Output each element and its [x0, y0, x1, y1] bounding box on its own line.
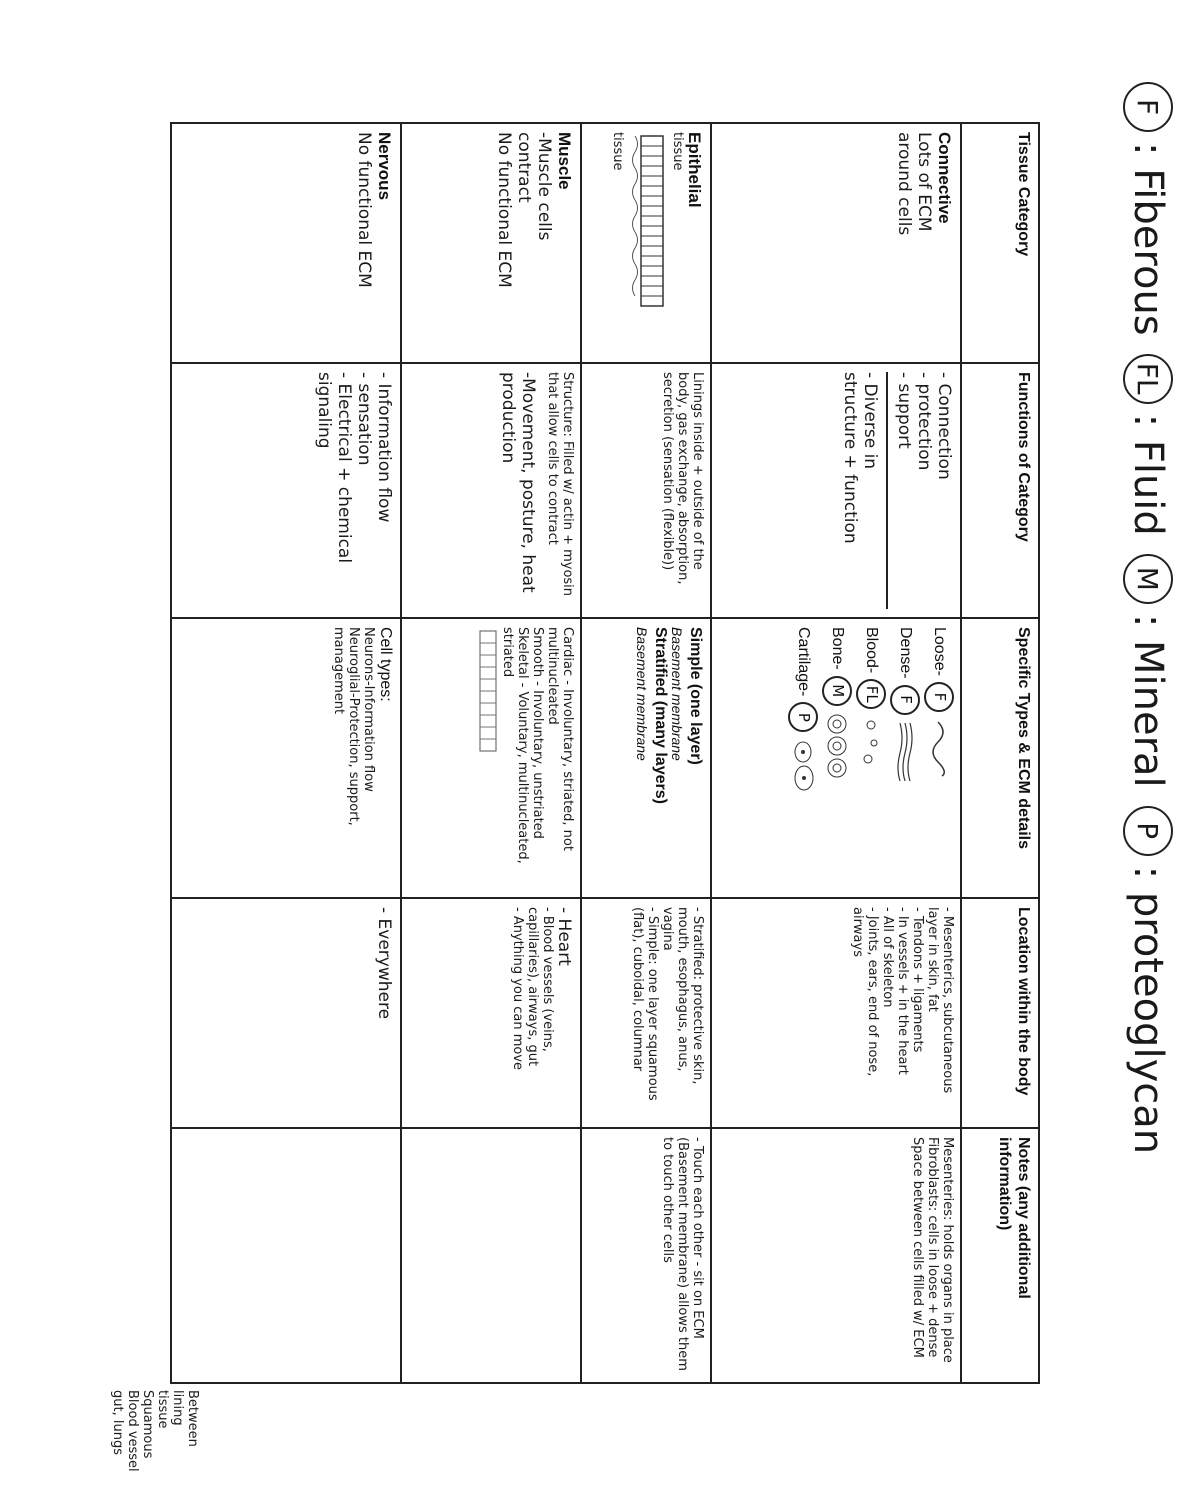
function-item: - Diverse in — [859, 372, 880, 470]
category-note: No functional ECM — [353, 132, 374, 288]
cell-functions-epithelial — [581, 363, 711, 618]
category-note: tissue — [609, 132, 625, 171]
cell-notes-epithelial — [581, 1128, 711, 1383]
function-item: - protection — [913, 372, 934, 471]
cartilage-sketch — [790, 738, 816, 808]
function-item: - Information flow — [374, 372, 394, 523]
legend-badge-m: M — [1123, 554, 1173, 604]
cell-notes-muscle — [401, 1128, 581, 1383]
type-label: Cartilage- — [795, 627, 813, 697]
cell-category-nervous — [171, 123, 401, 363]
location-item: - In vessels + in the heart — [895, 907, 911, 1075]
cell-functions-connective — [711, 363, 961, 618]
margin-notes — [10, 1390, 200, 1495]
cell-types-muscle — [401, 618, 581, 898]
type-sublabel: Basement membrane — [633, 627, 650, 761]
legend-text-fluid: : Fluid — [1125, 413, 1171, 536]
header-location: Location within the body — [961, 898, 1039, 1128]
function-item: - Electrical + chemical signaling — [313, 372, 354, 564]
table-header-row — [961, 123, 1039, 1383]
cell-category-epithelial — [581, 123, 711, 363]
margin-note: Blood vessel — [125, 1390, 140, 1472]
type-dense — [890, 627, 920, 889]
cell-notes-nervous — [171, 1128, 401, 1383]
legend-item-proteoglycan — [1123, 806, 1173, 1154]
function-item: - Connection — [934, 372, 954, 480]
loose-fiber-sketch — [928, 718, 950, 778]
header-notes: Notes (any additional information) — [961, 1128, 1039, 1383]
type-label: Loose- — [931, 627, 949, 676]
ecm-badge: FL — [856, 679, 886, 709]
type-sublabel: Basement membrane — [669, 627, 686, 761]
type-cartilage — [788, 627, 818, 889]
function-item: - support — [893, 372, 914, 449]
type-label: Neuroglial-Protection, support, management — [331, 627, 362, 826]
margin-note: Between — [185, 1390, 200, 1447]
cell-location-epithelial — [581, 898, 711, 1128]
location-item: - Heart — [554, 907, 574, 966]
category-name: Epithelial — [685, 132, 704, 208]
legend-badge-p: P — [1123, 806, 1173, 856]
note-item: Space between cells filled w/ ECM — [910, 1137, 926, 1358]
margin-note: lining — [170, 1390, 185, 1426]
type-label: Neurons-Information flow — [361, 627, 377, 792]
category-note: -Muscle cells — [533, 132, 554, 241]
margin-note: gut, lungs — [110, 1390, 125, 1455]
legend-text-mineral: : Mineral — [1125, 613, 1171, 788]
table-row-nervous — [171, 123, 401, 1383]
ecm-badge: M — [822, 676, 852, 706]
epithelial-layer-sketch — [629, 132, 669, 332]
function-item: Linings inside + outside of the body, gas exchange, absorption, secretion (sensation (flexible)) — [660, 372, 705, 585]
tissue-table — [170, 122, 1040, 1384]
category-name: Nervous — [375, 132, 394, 201]
location-item: - Simple: one layer squamous (flat), cuboidal, columnar — [630, 907, 661, 1101]
cell-notes-connective — [711, 1128, 961, 1383]
cell-types-connective — [711, 618, 961, 898]
dense-fiber-sketch — [894, 721, 916, 781]
legend-badge-f: F — [1123, 82, 1173, 132]
type-label: Smooth - Involuntary, unstriated — [530, 627, 546, 839]
striated-muscle-sketch — [477, 627, 499, 767]
function-item: structure + function — [839, 372, 860, 544]
category-note: contract — [513, 132, 534, 203]
type-loose — [924, 627, 954, 889]
category-note: around cells — [893, 132, 914, 236]
cell-types-nervous — [171, 618, 401, 898]
type-blood — [856, 627, 886, 889]
margin-note: tissue — [155, 1390, 170, 1429]
ecm-badge: P — [788, 702, 818, 732]
type-label: Cell types: — [377, 627, 394, 702]
cell-functions-nervous — [171, 363, 401, 618]
note-item: - Touch each other - sit on ECM (Basement membrane) allows them to touch other cells — [660, 1137, 705, 1371]
type-label: Skeletal - Voluntary, multinucleated, striated — [500, 627, 531, 864]
cell-functions-muscle — [401, 363, 581, 618]
type-label: Bone- — [829, 627, 847, 670]
cell-types-epithelial — [581, 618, 711, 898]
legend-item-fiberous — [1123, 82, 1173, 336]
function-item: -Movement, posture, heat production — [498, 372, 539, 593]
category-note: tissue — [669, 132, 685, 171]
cell-location-nervous — [171, 898, 401, 1128]
type-label: Blood- — [863, 627, 881, 674]
cell-category-connective — [711, 123, 961, 363]
note-item: Mesenteries: holds organs in place — [940, 1137, 955, 1363]
location-item: - Everywhere — [374, 907, 394, 1020]
category-note: Lots of ECM — [913, 132, 934, 232]
type-label: Cardiac - Involuntary, striated, not multinucleated — [545, 627, 575, 851]
type-label: Stratified (many layers) — [651, 627, 669, 804]
function-item: - sensation — [353, 372, 374, 466]
cell-location-connective — [711, 898, 961, 1128]
legend-item-mineral — [1123, 554, 1173, 788]
ecm-legend — [1118, 82, 1178, 1182]
legend-item-fluid — [1123, 354, 1173, 536]
location-item: - Tendons + ligaments — [910, 907, 926, 1053]
function-item: Structure: Filled w/ actin + myosin that allow cells to contract — [545, 372, 575, 597]
category-note: No functional ECM — [493, 132, 514, 288]
location-item: - Stratified: protective skin, mouth, esophagus, anus, vagina — [660, 907, 705, 1085]
legend-text-proteoglycan: : proteoglycan — [1125, 865, 1171, 1155]
bone-osteon-sketch — [824, 712, 850, 782]
legend-text-fiberous: : Fiberous — [1125, 142, 1171, 336]
header-specific-types: Specific Types & ECM details — [961, 618, 1039, 898]
location-item: - Mesenterics, subcutaneous layer in skin, fat — [925, 907, 955, 1094]
type-bone — [822, 627, 852, 889]
ecm-badge: F — [890, 685, 920, 715]
note-item: Fibroblasts: cells in loose + dense — [925, 1137, 941, 1358]
cell-category-muscle — [401, 123, 581, 363]
location-item: - Blood vessels (veins, capillaries), airways, gut — [525, 907, 555, 1067]
location-item: - Joints, ears, end of nose, airways — [850, 907, 881, 1077]
margin-note: Squamous — [140, 1390, 155, 1459]
table-row-connective — [711, 123, 961, 1383]
table-row-epithelial — [581, 123, 711, 1383]
blood-cells-sketch — [860, 715, 882, 775]
divider — [886, 372, 888, 609]
type-label: Dense- — [897, 627, 915, 679]
category-name: Connective — [935, 132, 954, 224]
header-tissue-category: Tissue Category — [961, 123, 1039, 363]
table-row-muscle — [401, 123, 581, 1383]
location-item: - All of skeleton — [880, 907, 896, 1008]
cell-location-muscle — [401, 898, 581, 1128]
ecm-badge: F — [924, 682, 954, 712]
header-functions: Functions of Category — [961, 363, 1039, 618]
type-label: Simple (one layer) — [687, 627, 704, 765]
legend-badge-fl: FL — [1123, 354, 1173, 404]
category-name: Muscle — [555, 132, 574, 190]
location-item: - Anything you can move — [510, 907, 526, 1071]
